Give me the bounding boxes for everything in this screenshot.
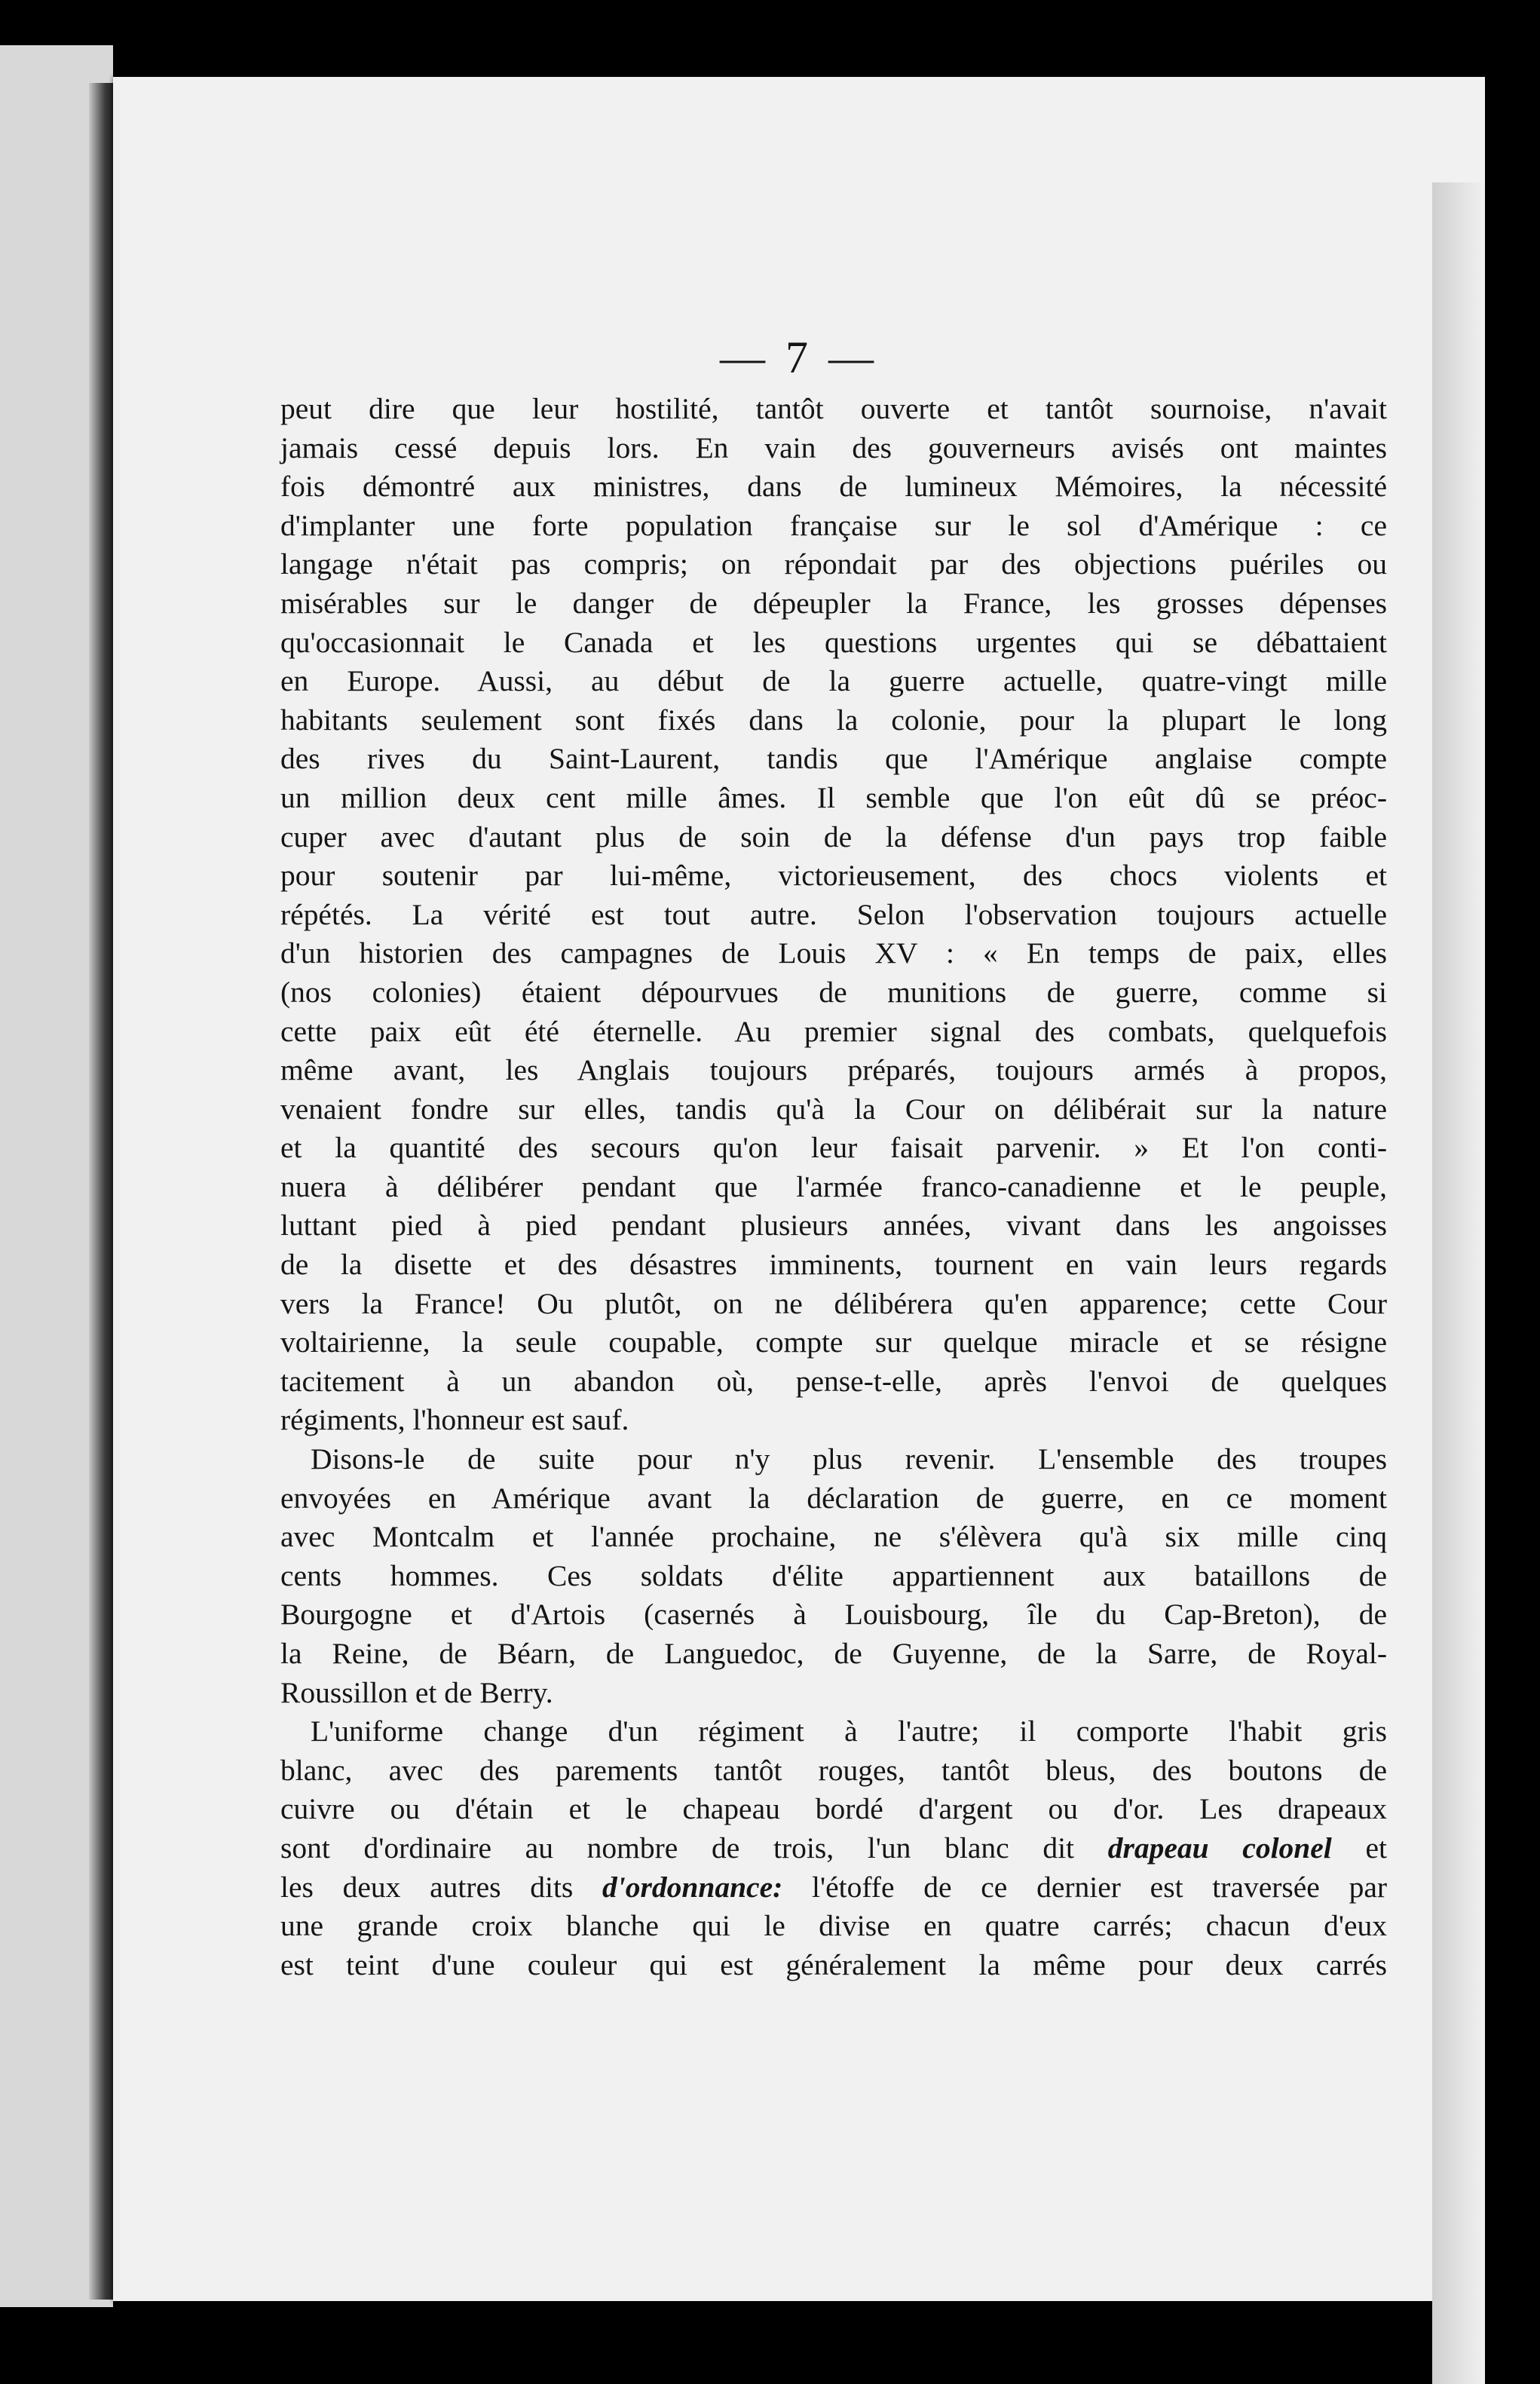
text-line: en Europe. Aussi, au début de la guerre actuelle, quatre-vingt mille xyxy=(280,664,1387,698)
text-line: et la quantité des secours qu'on leur faisait parvenir. » Et l'on conti- xyxy=(280,1131,1387,1165)
text-line: blanc, avec des parements tantôt rouges, tantôt bleus, des boutons de xyxy=(280,1753,1387,1787)
paragraph-1 xyxy=(280,390,1387,1440)
text-line: cette paix eût été éternelle. Au premier signal des combats, quelquefois xyxy=(280,1014,1387,1048)
text-run: l'étoffe de ce dernier est traversée par xyxy=(782,1870,1388,1904)
text-line: langage n'était pas compris; on répondait par des objections puériles ou xyxy=(280,547,1387,581)
text-line: qu'occasionnait le Canada et les questions urgentes qui se débattaient xyxy=(280,625,1387,659)
text-line: vers la France! Ou plutôt, on ne délibérera qu'en apparence; cette Cour xyxy=(280,1286,1387,1320)
text-line: d'implanter une forte population française sur le sol d'Amérique : ce xyxy=(280,508,1387,542)
text-line: envoyées en Amérique avant la déclaration de guerre, en ce moment xyxy=(280,1481,1387,1515)
text-line: avec Montcalm et l'année prochaine, ne s'élèvera qu'à six mille cinq xyxy=(280,1520,1387,1554)
text-line: Bourgogne et d'Artois (casernés à Louisbourg, île du Cap-Breton), de xyxy=(280,1598,1387,1632)
text-line: peut dire que leur hostilité, tantôt ouverte et tantôt sournoise, n'avait xyxy=(280,392,1387,425)
text-line: misérables sur le danger de dépeupler la France, les grosses dépenses xyxy=(280,586,1387,620)
text-line: d'un historien des campagnes de Louis XV : « En temps de paix, elles xyxy=(280,936,1387,970)
text-line: cuper avec d'autant plus de soin de la défense d'un pays trop faible xyxy=(280,820,1387,853)
text-line: (nos colonies) étaient dépourvues de munitions de guerre, comme si xyxy=(280,975,1387,1009)
text-run: les deux autres dits xyxy=(280,1870,603,1904)
text-line: régiments, l'honneur est sauf. xyxy=(280,1403,629,1437)
italic-term-ordonnance: d'ordonnance: xyxy=(602,1870,783,1904)
text-line: est teint d'une couleur qui est généralement la même pour deux carrés xyxy=(280,1947,1387,1981)
text-line: venaient fondre sur elles, tandis qu'à la Cour on délibérait sur la nature xyxy=(280,1092,1387,1126)
italic-term-drapeau-colonel: drapeau colonel xyxy=(1107,1831,1332,1865)
body-text xyxy=(280,390,1387,1984)
paragraph-3 xyxy=(280,1712,1387,1984)
text-line: de la disette et des désastres imminents, tournent en vain leurs regards xyxy=(280,1248,1387,1282)
text-line: un million deux cent mille âmes. Il semble que l'on eût dû se préoc- xyxy=(280,780,1387,814)
text-line: voltairienne, la seule coupable, compte sur quelque miracle et se résigne xyxy=(280,1325,1387,1359)
text-run: sont d'ordinaire au nombre de trois, l'un blanc dit xyxy=(280,1831,1108,1865)
page-edge-right xyxy=(1432,182,1485,2384)
text-line: fois démontré aux ministres, dans de lumineux Mémoires, la nécessité xyxy=(280,470,1387,504)
text-line: nuera à délibérer pendant que l'armée franco-canadienne et le peuple, xyxy=(280,1169,1387,1203)
text-line: L'uniforme change d'un régiment à l'autre; il comporte l'habit gris xyxy=(311,1714,1387,1748)
text-line: tacitement à un abandon où, pense-t-elle, après l'envoi de quelques xyxy=(280,1364,1387,1398)
text-line: la Reine, de Béarn, de Languedoc, de Guyenne, de la Sarre, de Royal- xyxy=(280,1637,1387,1670)
book-gutter xyxy=(89,83,116,2300)
page-number: — 7 — xyxy=(720,332,878,382)
text-line: cents hommes. Ces soldats d'élite appartiennent aux bataillons de xyxy=(280,1558,1387,1592)
text-line-with-italic xyxy=(280,1868,1387,1908)
text-run: et xyxy=(1331,1831,1388,1865)
text-line: même avant, les Anglais toujours préparés, toujours armés à propos, xyxy=(280,1053,1387,1087)
text-line: répétés. La vérité est tout autre. Selon l'observation toujours actuelle xyxy=(280,897,1387,931)
text-line-with-italic xyxy=(280,1829,1387,1868)
text-line: luttant pied à pied pendant plusieurs années, vivant dans les angoisses xyxy=(280,1209,1387,1243)
book-page xyxy=(113,77,1485,2301)
text-line: Roussillon et de Berry. xyxy=(280,1675,553,1709)
text-line: Disons-le de suite pour n'y plus revenir. L'ensemble des troupes xyxy=(311,1442,1387,1476)
text-line: cuivre ou d'étain et le chapeau bordé d'argent ou d'or. Les drapeaux xyxy=(280,1792,1387,1826)
text-line: pour soutenir par lui-même, victorieusement, des chocs violents et xyxy=(280,859,1387,893)
text-line: une grande croix blanche qui le divise en quatre carrés; chacun d'eux xyxy=(280,1909,1387,1943)
text-line: habitants seulement sont fixés dans la colonie, pour la plupart le long xyxy=(280,703,1387,737)
text-line: des rives du Saint-Laurent, tandis que l'Amérique anglaise compte xyxy=(280,742,1387,776)
text-line: jamais cessé depuis lors. En vain des gouverneurs avisés ont maintes xyxy=(280,431,1387,464)
paragraph-2 xyxy=(280,1440,1387,1712)
